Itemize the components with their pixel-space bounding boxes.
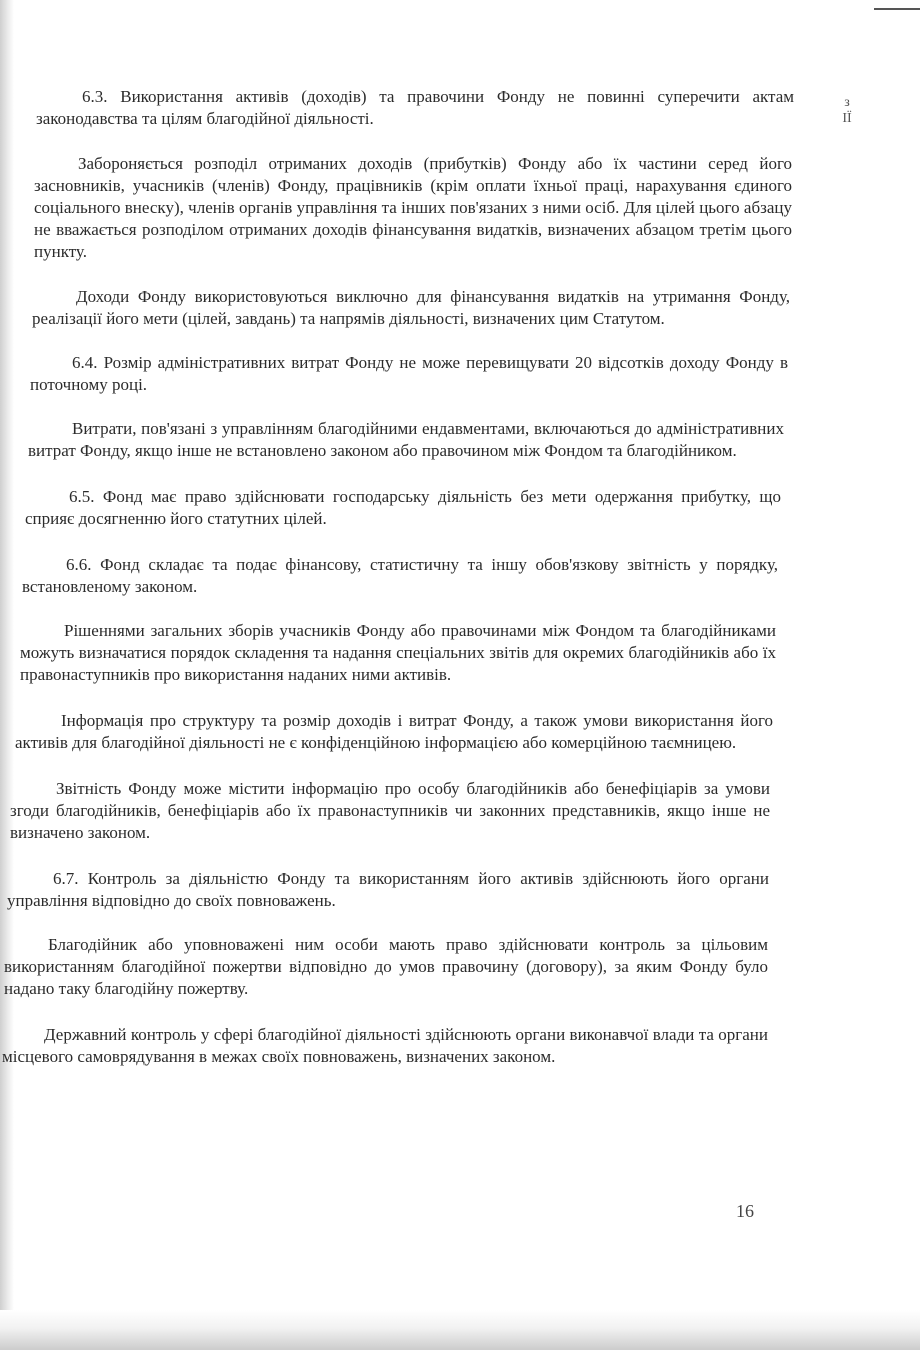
paragraph-6-6: 6.6. Фонд складає та подає фінансову, статистичну та іншу обов'язкову звітність у порядку, встановленому законом. — [22, 555, 778, 596]
paragraph-6-5: 6.5. Фонд має право здійснювати господарську діяльність без мети одержання прибутку, що сприяє досягненню його статутних цілей. — [25, 487, 781, 528]
paragraph-6-7: 6.7. Контроль за діяльністю Фонду та використанням його активів здійснюють його органи управління відповідно до своїх повноважень. — [7, 869, 769, 910]
paragraph-information-disclosure: Інформація про структуру та розмір доходів і витрат Фонду, а також умови використання його активів для благодійної діяльності не є конфіденційною інформацією або комерційною таємницею. — [15, 711, 773, 752]
margin-note-line-1: з — [844, 95, 850, 110]
paragraph-reporting-content: Звітність Фонду може містити інформацію про особу благодійників або бенефіціарів за умови згоди благодійників, бенефіціарів або їх правонаступників чи законних представників, якщо інше не визначено законом. — [10, 779, 770, 842]
paragraph-distribution-ban: Забороняється розподіл отриманих доходів (прибутків) Фонду або їх частини серед його засновників, учасників (членів) Фонду, працівників (крім оплати їхньої праці, нарахування єдиного соціального внеску), членів органів управління та інших пов'язаних з ними осіб. Для цілей цього абзацу не вважається розподілом отриманих доходів фінансування видатків, визначених абзацом третім цього пункту. — [34, 154, 792, 261]
paragraph-endowment-costs: Витрати, пов'язані з управлінням благодійними ендавментами, включаються до адміністративних витрат Фонду, якщо інше не встановлено законом або правочином між Фондом та благодійником. — [28, 419, 784, 460]
paragraph-donor-control: Благодійник або уповноважені ним особи мають право здійснювати контроль за цільовим використанням благодійної пожертви відповідно до умов правочину (договору), за яким Фонду було надано таку благодійну пожертву. — [4, 935, 768, 998]
margin-note-line-2: ІЇ — [842, 111, 852, 126]
document-body — [0, 82, 920, 1066]
paragraph-6-3: 6.3. Використання активів (доходів) та правочини Фонду не повинні суперечити актам законодавства та цілям благодійної діяльності. — [36, 87, 794, 128]
scan-shadow-bottom — [0, 1310, 920, 1350]
paragraph-income-use: Доходи Фонду використовуються виключно для фінансування видатків на утримання Фонду, реалізації його мети (цілей, завдань) та напрямів діяльності, визначених цим Статутом. — [32, 287, 790, 328]
page-number: 16 — [736, 1201, 754, 1221]
paragraph-6-4: 6.4. Розмір адміністративних витрат Фонду не може перевищувати 20 відсотків доходу Фонду в поточному році. — [30, 353, 788, 394]
paragraph-special-reports: Рішеннями загальних зборів учасників Фонду або правочинами між Фондом та благодійниками можуть визначатися порядок складення та надання спеціальних звітів для окремих благодійників або їх правонаступників про використання наданих ними активів. — [20, 621, 776, 684]
paragraph-state-control: Державний контроль у сфері благодійної діяльності здійснюють органи виконавчої влади та органи місцевого самоврядування в межах своїх повноважень, визначених законом. — [2, 1025, 768, 1066]
scan-edge-top-right — [874, 0, 920, 10]
